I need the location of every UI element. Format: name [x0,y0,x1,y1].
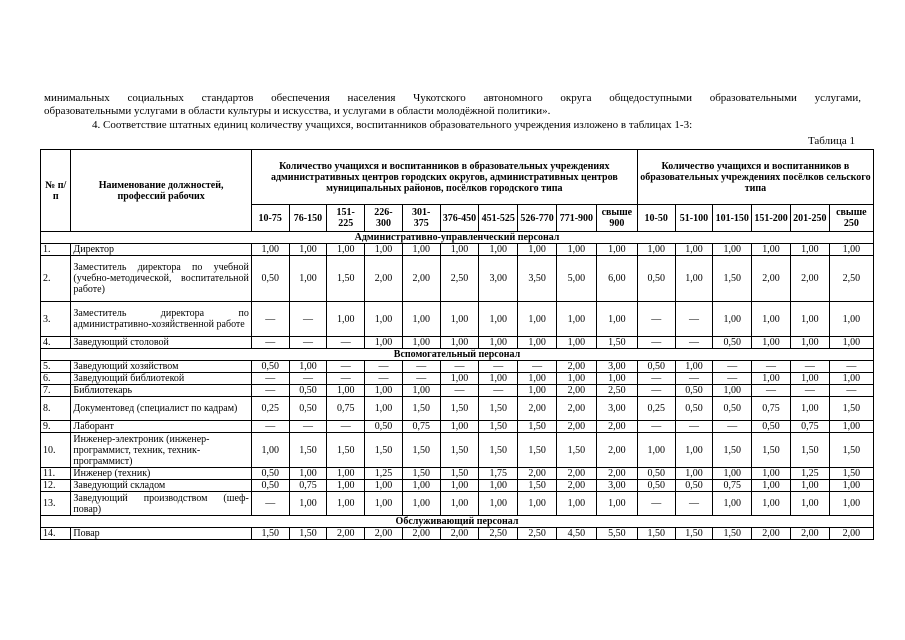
staff-units-cell: 2,00 [365,528,403,540]
table-row [41,373,874,385]
staff-units-cell: — [402,373,440,385]
staff-units-cell: 1,00 [327,480,365,492]
staff-units-cell: 1,00 [518,373,557,385]
staff-units-cell: — [327,421,365,433]
staff-units-cell: — [518,361,557,373]
staff-units-cell: 0,75 [713,480,752,492]
staff-units-cell: 3,00 [596,480,637,492]
position-name: Заведующий хозяйством [71,361,251,373]
staff-units-cell: 1,00 [790,302,829,337]
staff-units-cell: 1,50 [713,433,752,468]
table-row [41,421,874,433]
staff-units-cell: 1,50 [518,480,557,492]
staff-units-cell: 1,00 [713,492,752,516]
header-position-name: Наименование должностей, профессий рабочих [71,150,251,232]
staff-units-cell: 0,50 [675,385,713,397]
staff-units-cell: 1,00 [365,385,403,397]
row-number: 4. [41,337,71,349]
staff-units-cell: 0,50 [637,256,675,302]
section-title: Административно-управленческий персонал [41,232,874,244]
table-row [41,528,874,540]
staff-units-cell: 1,50 [440,433,479,468]
staff-units-cell: 1,00 [289,256,327,302]
staff-units-cell: 1,00 [752,302,791,337]
staff-units-cell: 1,00 [479,373,518,385]
staff-units-cell: 1,00 [596,373,637,385]
staff-units-cell: 1,00 [402,337,440,349]
table-row [41,385,874,397]
table-row [41,256,874,302]
staff-units-cell: 1,25 [790,468,829,480]
header-rural-institutions: Количество учащихся и воспитанников в образовательных учреждениях посёлков сельского типа [637,150,873,205]
staff-units-cell: 1,50 [402,468,440,480]
header-city-range: 771-900 [556,205,596,232]
header-city-range: 76-150 [289,205,327,232]
staff-units-cell: 1,50 [402,433,440,468]
staff-units-cell: — [829,361,873,373]
staff-units-cell: 1,00 [402,492,440,516]
staff-units-cell: 3,00 [479,256,518,302]
staff-units-cell: — [675,373,713,385]
staff-units-cell: 1,00 [829,302,873,337]
staff-units-cell: — [675,421,713,433]
staff-units-cell: 1,00 [402,302,440,337]
position-name: Библиотекарь [71,385,251,397]
staff-units-cell: 1,00 [479,302,518,337]
staff-units-cell: 1,00 [402,385,440,397]
staff-units-cell: 2,00 [327,528,365,540]
staff-units-cell: — [713,421,752,433]
staff-units-cell: — [790,385,829,397]
staff-units-cell: 1,00 [752,337,791,349]
staff-units-cell: 0,75 [402,421,440,433]
staff-units-cell: 1,00 [518,244,557,256]
table-row [41,468,874,480]
staff-units-cell: 1,00 [790,337,829,349]
intro-line-2: образовательными услугами в области культуры и искусства, и услугами в области молодёжной политики». [44,105,551,117]
staff-units-cell: 1,00 [518,337,557,349]
row-number: 5. [41,361,71,373]
staff-units-cell: 2,00 [596,468,637,480]
row-number: 10. [41,433,71,468]
staff-units-cell: 1,00 [479,480,518,492]
staff-units-cell: — [637,492,675,516]
staff-units-cell: — [402,361,440,373]
staff-units-cell: 1,00 [440,492,479,516]
position-name: Лаборант [71,421,251,433]
staff-units-cell: 1,00 [440,337,479,349]
staff-units-cell: 1,50 [327,256,365,302]
header-rural-range: 101-150 [713,205,752,232]
staff-units-cell: 2,00 [790,528,829,540]
staff-units-cell: 1,00 [829,492,873,516]
staff-units-cell: 1,00 [365,337,403,349]
header-number: № п/п [41,150,71,232]
staff-units-cell: 1,00 [365,397,403,421]
staff-units-cell: 3,00 [596,361,637,373]
staff-units-cell: 0,75 [289,480,327,492]
staff-units-cell: — [675,492,713,516]
staff-units-cell: 1,00 [596,244,637,256]
staff-units-cell: 1,00 [479,244,518,256]
position-name: Документовед (специалист по кадрам) [71,397,251,421]
position-name: Заместитель директора по административно-хозяйственной работе [71,302,251,337]
staff-units-cell: 1,75 [479,468,518,480]
staff-units-cell: 1,00 [637,244,675,256]
header-city-range: свыше 900 [596,205,637,232]
table-row [41,492,874,516]
staff-units-cell: 0,50 [675,480,713,492]
staff-units-cell: 1,00 [556,492,596,516]
staff-units-cell: 1,00 [752,492,791,516]
staff-units-cell: 1,00 [327,385,365,397]
staff-units-cell: 0,75 [327,397,365,421]
intro-line-1: минимальных социальных стандартов обеспечения населения Чукотского автономного округа общедоступными образовательными услугами, [44,92,861,104]
staff-units-cell: 1,25 [365,468,403,480]
header-city-range: 526-770 [518,205,557,232]
staff-units-cell: 1,00 [596,492,637,516]
staff-units-cell: 2,00 [829,528,873,540]
table-row [41,397,874,421]
staff-units-cell: 2,00 [752,528,791,540]
staff-units-cell: 1,00 [829,244,873,256]
staff-units-cell: 2,00 [556,361,596,373]
staffing-table [40,149,874,540]
staff-units-cell: 1,00 [829,337,873,349]
staff-units-cell: 1,00 [365,244,403,256]
staff-units-cell: — [327,337,365,349]
staff-units-cell: 1,00 [402,244,440,256]
staff-units-cell: 2,00 [752,256,791,302]
staff-units-cell: 1,50 [713,256,752,302]
staff-units-cell: 0,50 [251,480,289,492]
staff-units-cell: 2,50 [829,256,873,302]
staff-units-cell: — [440,385,479,397]
staff-units-cell: 0,50 [713,397,752,421]
header-city-range: 451-525 [479,205,518,232]
row-number: 8. [41,397,71,421]
position-name: Директор [71,244,251,256]
staff-units-cell: 2,00 [556,480,596,492]
staff-units-cell: 1,50 [289,528,327,540]
staff-units-cell: 1,00 [289,361,327,373]
staff-units-cell: — [637,421,675,433]
staff-units-cell: — [251,421,289,433]
staff-units-cell: 1,00 [556,244,596,256]
staff-units-cell: 2,50 [518,528,557,540]
row-number: 2. [41,256,71,302]
staff-units-cell: 1,00 [829,421,873,433]
staff-units-cell: 1,00 [675,361,713,373]
staff-units-cell: 2,50 [440,256,479,302]
staff-units-cell: — [327,361,365,373]
staff-units-cell: 0,50 [637,480,675,492]
staff-units-cell: 1,50 [556,433,596,468]
staff-units-cell: — [479,361,518,373]
staff-units-cell: 0,50 [637,468,675,480]
table-row [41,244,874,256]
staff-units-cell: 0,25 [637,397,675,421]
staff-units-cell: 3,50 [518,256,557,302]
section-row [41,516,874,528]
section-row [41,232,874,244]
staff-units-cell: 1,00 [675,244,713,256]
staff-units-cell: 1,50 [829,397,873,421]
section-row [41,349,874,361]
staff-units-cell: 1,00 [289,468,327,480]
row-number: 14. [41,528,71,540]
staff-units-cell: 1,00 [479,337,518,349]
staff-units-cell: 1,00 [752,480,791,492]
staff-units-cell: 0,50 [289,397,327,421]
staff-units-cell: 1,00 [440,480,479,492]
position-name: Повар [71,528,251,540]
table-row [41,480,874,492]
staff-units-cell: 1,00 [713,385,752,397]
staff-units-cell: — [289,337,327,349]
staff-units-cell: 1,00 [675,468,713,480]
staff-units-cell: 0,50 [752,421,791,433]
staff-units-cell: 2,50 [479,528,518,540]
staff-units-cell: — [752,361,791,373]
staff-units-cell: 1,00 [556,302,596,337]
staff-units-cell: 1,00 [675,433,713,468]
staff-units-cell: 1,00 [402,480,440,492]
staff-units-cell: 1,00 [752,373,791,385]
staff-units-cell: 0,50 [289,385,327,397]
header-rural-range: свыше 250 [829,205,873,232]
staff-units-cell: — [637,385,675,397]
staff-units-cell: 1,50 [479,421,518,433]
staff-units-cell: 2,50 [596,385,637,397]
staff-units-cell: 2,00 [440,528,479,540]
staff-units-cell: — [790,361,829,373]
staff-units-cell: 1,00 [518,385,557,397]
staff-units-cell: 1,00 [365,492,403,516]
staff-units-cell: 1,50 [518,433,557,468]
table-row [41,337,874,349]
staff-units-cell: 2,00 [556,468,596,480]
staff-units-cell: — [251,492,289,516]
staff-units-cell: 1,50 [479,433,518,468]
staff-units-cell: 0,50 [365,421,403,433]
staff-units-cell: — [251,373,289,385]
staff-units-cell: 4,50 [556,528,596,540]
staff-units-cell: — [713,373,752,385]
staff-units-cell: 1,00 [327,468,365,480]
staff-units-cell: 1,50 [365,433,403,468]
staff-units-cell: 2,00 [556,421,596,433]
staff-units-cell: 0,75 [790,421,829,433]
staff-units-cell: 0,50 [251,468,289,480]
staff-units-cell: 2,00 [596,433,637,468]
staff-units-cell: 1,00 [556,337,596,349]
staff-units-cell: 1,50 [327,433,365,468]
staff-units-cell: 1,00 [790,397,829,421]
staff-units-cell: — [289,373,327,385]
header-rural-range: 201-250 [790,205,829,232]
section-title: Обслуживающий персонал [41,516,874,528]
staff-units-cell: 1,50 [440,468,479,480]
staff-units-cell: 2,00 [790,256,829,302]
staff-units-cell: 1,00 [790,373,829,385]
table-row [41,302,874,337]
staff-units-cell: 1,00 [251,244,289,256]
staff-units-cell: — [365,361,403,373]
staff-units-cell: — [251,337,289,349]
staff-units-cell: — [440,361,479,373]
staff-units-cell: 1,50 [675,528,713,540]
staff-units-cell: — [637,337,675,349]
staff-units-cell: 0,50 [251,256,289,302]
staff-units-cell: 1,00 [479,492,518,516]
row-number: 11. [41,468,71,480]
table-caption: Таблица 1 [807,135,855,147]
staff-units-cell: 1,50 [752,433,791,468]
staff-units-cell: 0,50 [675,397,713,421]
staff-units-cell: — [365,373,403,385]
row-number: 12. [41,480,71,492]
staff-units-cell: 2,00 [556,397,596,421]
staff-units-cell: — [637,302,675,337]
staff-units-cell: 1,00 [327,492,365,516]
intro-line-3: 4. Соответствие штатных единиц количеству учащихся, воспитанников образовательного учреждения изложено в таблицах 1-3: [92,119,693,131]
position-name: Заведующий столовой [71,337,251,349]
staff-units-cell: 1,00 [752,244,791,256]
table-row [41,433,874,468]
staff-units-cell: 1,50 [637,528,675,540]
staff-units-cell: 2,00 [402,528,440,540]
staff-units-cell: 0,75 [752,397,791,421]
staff-units-cell: 1,50 [402,397,440,421]
row-number: 1. [41,244,71,256]
staff-units-cell: 1,00 [790,480,829,492]
staff-units-cell: 1,00 [327,244,365,256]
staff-units-cell: 1,00 [518,302,557,337]
staff-units-cell: 1,50 [289,433,327,468]
staff-units-cell: 1,00 [556,373,596,385]
staff-units-cell: 1,50 [829,468,873,480]
staff-units-cell: 1,00 [365,480,403,492]
row-number: 7. [41,385,71,397]
staff-units-cell: 3,00 [596,397,637,421]
staff-units-cell: 1,00 [251,433,289,468]
staff-units-cell: — [251,385,289,397]
staff-units-cell: 6,00 [596,256,637,302]
staff-units-cell: 1,00 [289,244,327,256]
staff-units-cell: 1,00 [790,492,829,516]
staff-units-cell: 1,00 [713,302,752,337]
staff-units-cell: 1,50 [479,397,518,421]
staff-units-cell: 1,50 [713,528,752,540]
row-number: 6. [41,373,71,385]
staff-units-cell: 1,00 [289,492,327,516]
staff-units-cell: — [251,302,289,337]
position-name: Заведующий библиотекой [71,373,251,385]
header-rural-range: 51-100 [675,205,713,232]
table-row [41,361,874,373]
staff-units-cell: 1,00 [440,302,479,337]
staff-units-cell: 5,50 [596,528,637,540]
position-name: Инженер-электроник (инженер-программист, техник, техник-программист) [71,433,251,468]
staff-units-cell: 1,00 [829,373,873,385]
staff-units-cell: 2,00 [596,421,637,433]
staff-units-cell: — [289,421,327,433]
staff-units-cell: 0,50 [637,361,675,373]
staff-units-cell: 1,50 [596,337,637,349]
position-name: Заведующий складом [71,480,251,492]
staff-units-cell: 2,00 [556,385,596,397]
row-number: 9. [41,421,71,433]
staff-units-cell: — [752,385,791,397]
header-city-institutions: Количество учащихся и воспитанников в образовательных учреждениях административных центров городских округов, административных центров муниципальных районов, посёлков городского типа [251,150,637,205]
staff-units-cell: 0,50 [251,361,289,373]
staff-units-cell: 2,00 [402,256,440,302]
position-name: Заведующий производством (шеф-повар) [71,492,251,516]
staff-units-cell: 1,00 [365,302,403,337]
row-number: 13. [41,492,71,516]
position-name: Инженер (техник) [71,468,251,480]
staff-units-cell: 0,25 [251,397,289,421]
header-rural-range: 151-200 [752,205,791,232]
staff-units-cell: 5,00 [556,256,596,302]
staff-units-cell: 1,00 [596,302,637,337]
staff-units-cell: 1,00 [440,244,479,256]
staff-units-cell: 2,00 [365,256,403,302]
staff-units-cell: 1,00 [675,256,713,302]
staff-units-cell: 1,00 [637,433,675,468]
staff-units-cell: 1,00 [790,244,829,256]
staff-units-cell: 1,50 [440,397,479,421]
staff-units-cell: 1,50 [518,421,557,433]
staff-units-cell: — [637,373,675,385]
staff-units-cell: 1,00 [829,480,873,492]
staff-units-cell: 2,00 [518,397,557,421]
header-city-range: 376-450 [440,205,479,232]
staff-units-cell: 1,00 [713,468,752,480]
staff-units-cell: — [829,385,873,397]
header-city-range: 10-75 [251,205,289,232]
staff-units-cell: 0,50 [713,337,752,349]
staff-units-cell: — [675,337,713,349]
staff-units-cell: — [327,373,365,385]
staff-units-cell: 1,00 [752,468,791,480]
header-city-range: 301-375 [402,205,440,232]
staff-units-cell: 1,50 [829,433,873,468]
staff-units-cell: — [289,302,327,337]
header-city-range: 151-225 [327,205,365,232]
staff-units-cell: 1,50 [790,433,829,468]
staff-units-cell: — [479,385,518,397]
staff-units-cell: 2,00 [518,468,557,480]
header-city-range: 226-300 [365,205,403,232]
row-number: 3. [41,302,71,337]
section-title: Вспомогательный персонал [41,349,874,361]
staff-units-cell: 1,00 [518,492,557,516]
staff-units-cell: 1,50 [251,528,289,540]
staff-units-cell: — [675,302,713,337]
staff-units-cell: 1,00 [327,302,365,337]
position-name: Заместитель директора по учебной (учебно-методической, воспитательной работе) [71,256,251,302]
header-rural-range: 10-50 [637,205,675,232]
staff-units-cell: 1,00 [440,373,479,385]
staff-units-cell: 1,00 [713,244,752,256]
staff-units-cell: 1,00 [440,421,479,433]
staff-units-cell: — [713,361,752,373]
